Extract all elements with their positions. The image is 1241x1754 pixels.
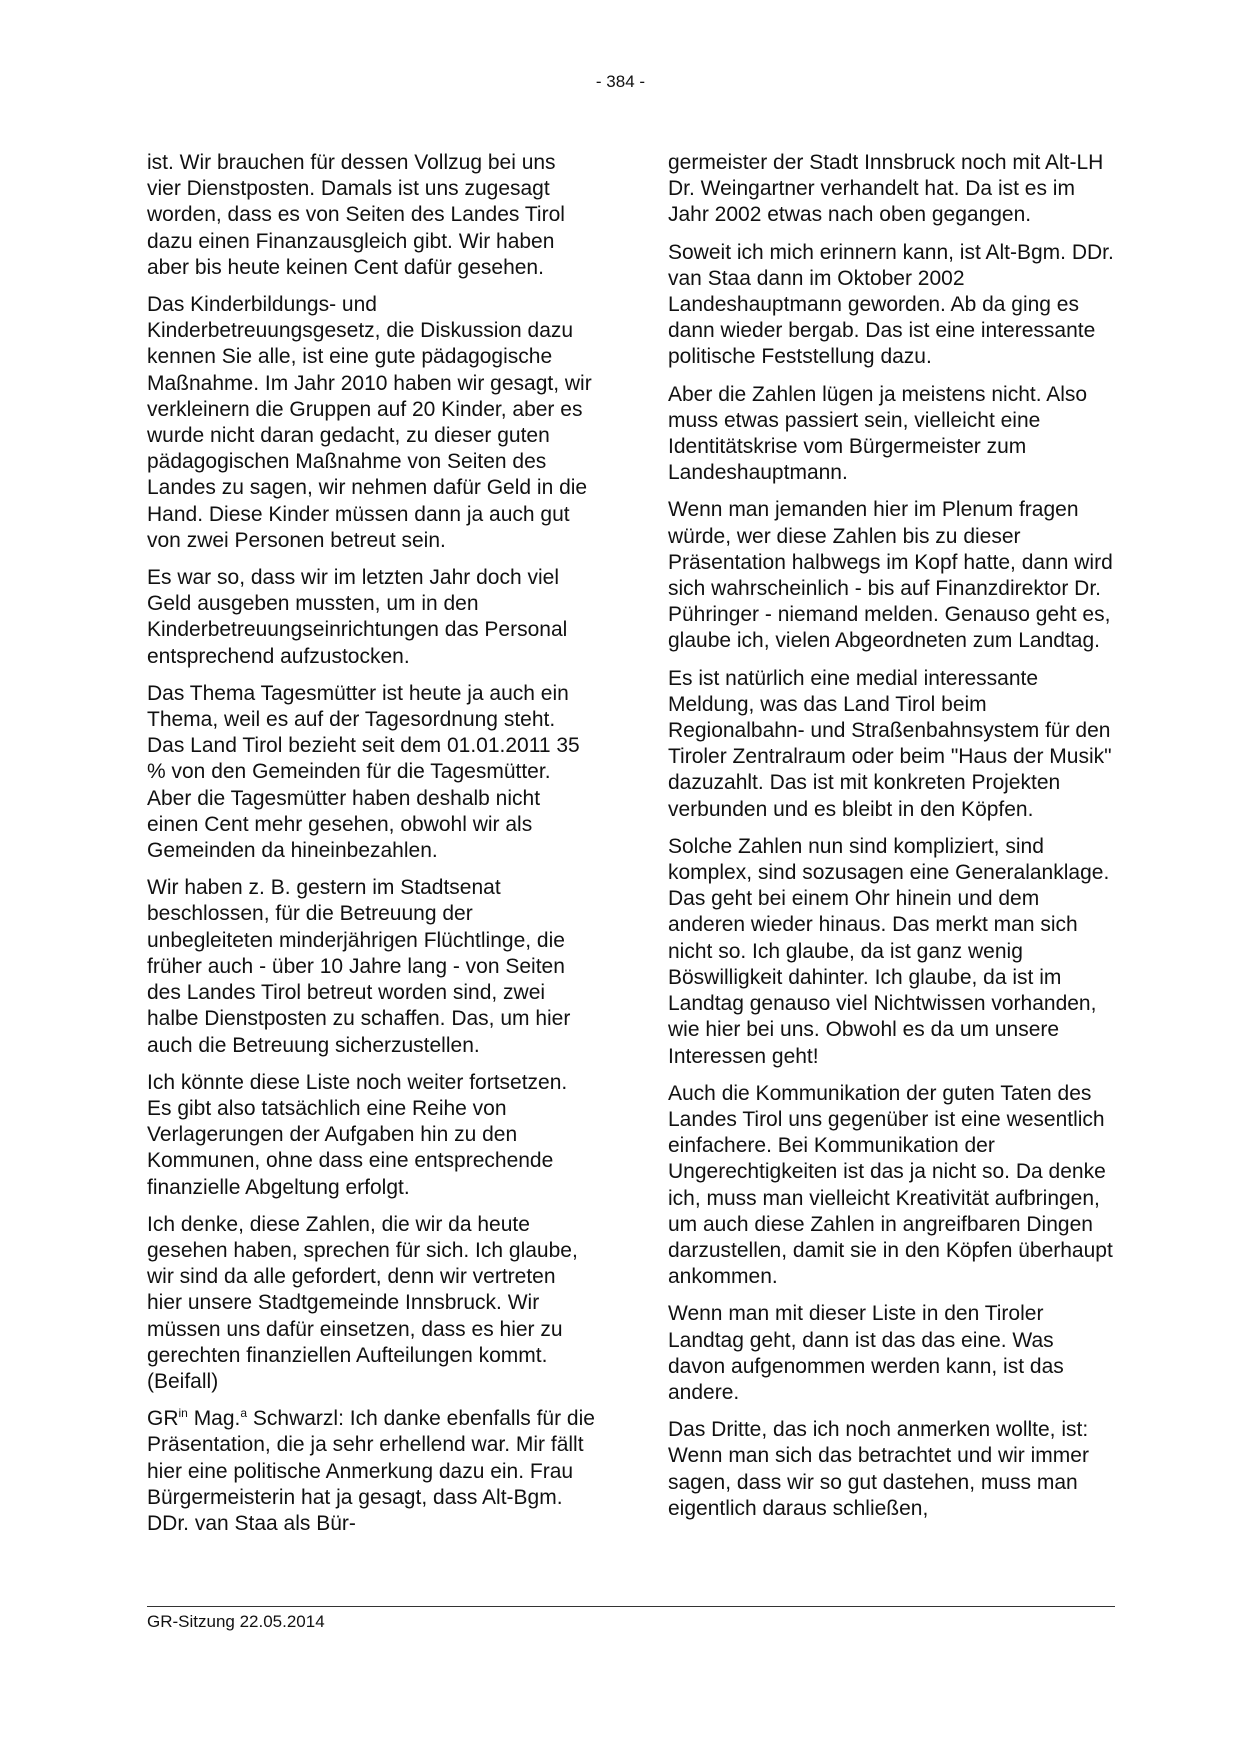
paragraph: Das Kinderbildungs- und Kinderbetreuungsgesetz, die Diskussion dazu kennen Sie alle, ist eine gute pädagogische Maßnahme. Im Jahr 2010 haben wir gesagt, wir verkleinern die Gruppen auf 20 Kinder, aber es wurde nicht daran gedacht, zu dieser guten pädagogischen Maßnahme von Seiten des Landes zu sagen, wir nehmen dafür Geld in die Hand. Diese Kinder müssen dann ja auch gut von zwei Personen betreut sein. [147,293,592,552]
speaker-text: Ich danke ebenfalls für die Präsentation, die ja sehr erhellend war. Mir fällt hier eine politische Anmerkung dazu ein. Frau Bürgermeisterin hat ja gesagt, dass Alt-Bgm. DDr. van Staa als Bür- [147,1407,595,1535]
paragraph: Soweit ich mich erinnern kann, ist Alt-Bgm. DDr. van Staa dann im Oktober 2002 Landeshauptmann geworden. Ab da ging es dann wieder bergab. Das ist eine interessante politische Feststellung dazu. [668,240,1114,369]
paragraph: Aber die Zahlen lügen ja meistens nicht. Also muss etwas passiert sein, vielleicht eine Identitätskrise vom Bürgermeister zum Landeshauptmann. [668,382,1088,485]
paragraph: Das Thema Tagesmütter ist heute ja auch ein Thema, weil es auf der Tagesordnung steht. Das Land Tirol bezieht seit dem 01.01.2011 35 % von den Gemeinden für die Tagesmütter. Aber die Tagesmütter haben deshalb nicht einen Cent mehr gesehen, obwohl wir als Gemeinden da hineinbezahlen. [147,681,580,863]
page-number: - 384 - [595,72,646,91]
left-column [147,150,595,1548]
right-column [668,150,1116,1533]
speaker-name: Schwarzl: [252,1407,344,1431]
paragraph: Wenn man mit dieser Liste in den Tiroler Landtag geht, dann ist das das eine. Was davon aufgenommen werden kann, ist das andere. [668,1302,1064,1404]
paragraph: Wir haben z. B. gestern im Stadtsenat beschlossen, für die Betreuung der unbegleiteten minderjährigen Flüchtlinge, die früher auch - über 10 Jahre lang - von Seiten des Landes Tirol betreut worden sind, zwei halbe Dienstposten zu schaffen. Das, um hier auch die Betreuung sicherzustellen. [147,876,571,1057]
paragraph: Es war so, dass wir im letzten Jahr doch viel Geld ausgeben mussten, um in den Kinderbetreuungseinrichtungen das Personal entsprechend aufzustocken. [147,566,568,668]
paragraph: Wenn man jemanden hier im Plenum fragen würde, wer diese Zahlen bis zu dieser Präsentation halbwegs im Kopf hatte, dann wird sich wahrscheinlich - bis auf Finanzdirektor Dr. Pühringer - niemand melden. Genauso geht es, glaube ich, vielen Abgeordneten zum Landtag. [668,498,1113,653]
speaker-paragraph [147,1406,595,1537]
footer-session-date: GR-Sitzung 22.05.2014 [147,1612,325,1631]
speaker-degree: Mag. [193,1407,241,1431]
paragraph: Solche Zahlen nun sind kompliziert, sind komplex, sind sozusagen eine Generalanklage. Das geht bei einem Ohr hinein und dem anderen wieder hinaus. Das merkt man sich nicht so. Ich glaube, da ist ganz wenig Böswilligkeit dahinter. Ich glaube, da ist im Landtag genauso viel Nichtwissen vorhanden, wie hier bei uns. Obwohl es da um unsere Interessen geht! [668,834,1110,1068]
paragraph: Es ist natürlich eine medial interessante Meldung, was das Land Tirol beim Regionalbahn- und Straßenbahnsystem für den Tiroler Zentralraum oder beim "Haus der Musik" dazuzahlt. Das ist mit konkreten Projekten verbunden und es bleibt in den Köpfen. [668,666,1112,821]
speaker-degree-superscript: a [240,1406,248,1421]
continued-paragraph: ist. Wir brauchen für dessen Vollzug bei uns vier Dienstposten. Damals ist uns zugesagt worden, dass es von Seiten des Landes Tirol dazu einen Finanzausgleich gibt. Wir haben aber bis heute keinen Cent dafür gesehen. [147,151,565,279]
paragraph: Ich denke, diese Zahlen, die wir da heute gesehen haben, sprechen für sich. Ich glaube, wir sind da alle gefordert, denn wir vertreten hier unsere Stadtgemeinde Innsbruck. Wir müssen uns dafür einsetzen, dass es hier zu gerechten finanziellen Aufteilungen kommt. (Beifall) [147,1212,578,1393]
paragraph: Das Dritte, das ich noch anmerken wollte, ist: Wenn man sich das betrachtet und wir immer sagen, dass wir so gut dastehen, muss man eigentlich daraus schließen, [668,1418,1089,1520]
footer-divider [147,1606,1115,1607]
continued-paragraph: germeister der Stadt Innsbruck noch mit Alt-LH Dr. Weingartner verhandelt hat. Da ist es im Jahr 2002 etwas nach oben gegangen. [668,151,1104,227]
paragraph: Ich könnte diese Liste noch weiter fortsetzen. Es gibt also tatsächlich eine Reihe von Verlagerungen der Aufgaben hin zu den Kommunen, ohne dass eine entsprechende finanzielle Abgeltung erfolgt. [147,1070,568,1199]
paragraph: Auch die Kommunikation der guten Taten des Landes Tirol uns gegenüber ist eine wesentlich einfachere. Bei Kommunikation der Ungerechtigkeiten ist das ja nicht so. Da denke ich, muss man vielleicht Kreativität aufbringen, um auch diese Zahlen in angreifbaren Dingen darzustellen, damit sie in den Köpfen überhaupt ankommen. [668,1081,1113,1289]
speaker-title-superscript: in [178,1406,188,1421]
speaker-title: GR [147,1407,179,1431]
